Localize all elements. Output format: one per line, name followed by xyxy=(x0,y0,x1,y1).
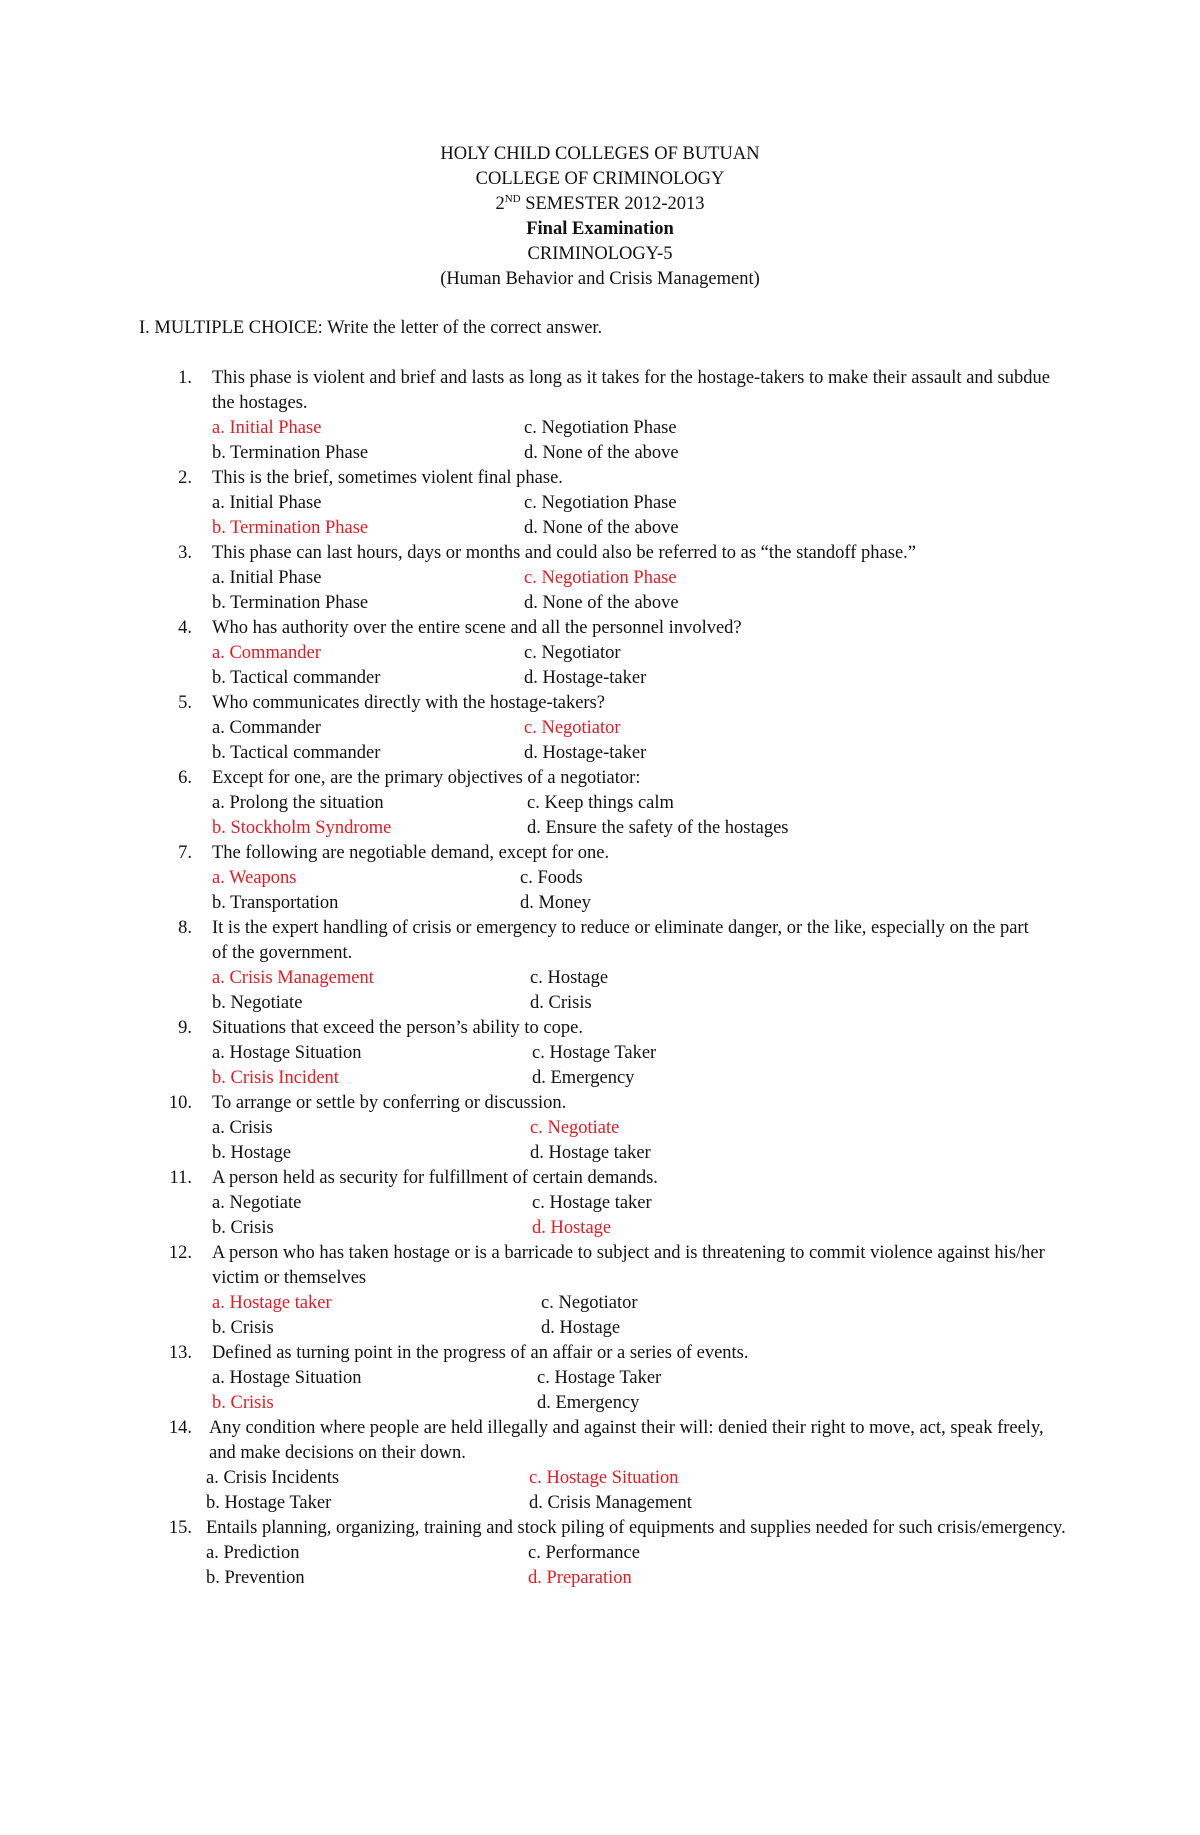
semester-superscript: ND xyxy=(504,193,521,205)
question-number: 15. xyxy=(168,1518,192,1538)
option-a-correct: a. Initial Phase xyxy=(212,418,322,438)
option-c-correct: c. Negotiate xyxy=(530,1118,620,1138)
question-item xyxy=(0,766,1200,841)
question-text: This is the brief, sometimes violent final phase. xyxy=(212,468,563,488)
option-c: c. Performance xyxy=(528,1543,640,1563)
option-a: a. Hostage Situation xyxy=(212,1368,362,1388)
option-row xyxy=(0,816,1200,841)
option-c: c. Hostage taker xyxy=(532,1193,652,1213)
option-a: a. Commander xyxy=(212,718,321,738)
question-item xyxy=(0,541,1200,616)
option-d: d. None of the above xyxy=(524,443,679,463)
option-d: d. Emergency xyxy=(532,1068,635,1088)
question-list xyxy=(0,366,1200,1591)
question-number: 3. xyxy=(178,543,192,563)
option-row xyxy=(0,1141,1200,1166)
option-b: b. Tactical commander xyxy=(212,743,381,763)
semester-line xyxy=(0,192,1200,217)
option-c: c. Negotiation Phase xyxy=(524,418,677,438)
option-row xyxy=(0,666,1200,691)
option-d: d. Ensure the safety of the hostages xyxy=(527,818,789,838)
option-row xyxy=(0,491,1200,516)
option-d: d. Crisis Management xyxy=(529,1493,692,1513)
question-text: Except for one, are the primary objectives of a negotiator: xyxy=(212,768,641,788)
option-b: b. Negotiate xyxy=(212,993,303,1013)
option-row xyxy=(0,866,1200,891)
option-c: c. Negotiation Phase xyxy=(524,493,677,513)
option-c-correct: c. Hostage Situation xyxy=(529,1468,679,1488)
option-d-correct: d. Hostage xyxy=(532,1218,612,1238)
option-d: d. Hostage-taker xyxy=(524,743,647,763)
option-d-correct: d. Preparation xyxy=(528,1568,632,1588)
question-text: This phase is violent and brief and lasts as long as it takes for the hostage-takers to make their assault and subdue the hostages. xyxy=(212,368,1050,413)
question-text: The following are negotiable demand, except for one. xyxy=(212,843,610,863)
option-row xyxy=(0,1391,1200,1416)
option-a: a. Prediction xyxy=(206,1543,300,1563)
question-text: This phase can last hours, days or months and could also be referred to as “the standoff phase.” xyxy=(212,543,916,563)
question-text: Who communicates directly with the hostage-takers? xyxy=(212,693,605,713)
question-item xyxy=(0,1341,1200,1416)
option-row xyxy=(0,1041,1200,1066)
question-text: To arrange or settle by conferring or discussion. xyxy=(212,1093,567,1113)
question-item xyxy=(0,366,1200,466)
option-row xyxy=(0,966,1200,991)
option-b: b. Prevention xyxy=(206,1568,305,1588)
question-number: 6. xyxy=(178,768,192,788)
option-c: c. Hostage xyxy=(530,968,609,988)
option-a: a. Crisis Incidents xyxy=(206,1468,340,1488)
question-text: It is the expert handling of crisis or emergency to reduce or eliminate danger, or the like, especially on the part of the government. xyxy=(212,918,1029,963)
option-a: a. Crisis xyxy=(212,1118,273,1138)
option-b: b. Termination Phase xyxy=(212,443,369,463)
option-row xyxy=(0,1466,1200,1491)
option-row xyxy=(0,1541,1200,1566)
question-number: 7. xyxy=(178,843,192,863)
semester-text: SEMESTER 2012-2013 xyxy=(520,194,705,214)
option-row xyxy=(0,991,1200,1016)
option-a-correct: a. Crisis Management xyxy=(212,968,374,988)
option-row xyxy=(0,441,1200,466)
question-number: 11. xyxy=(169,1168,192,1188)
option-row xyxy=(0,1316,1200,1341)
option-row xyxy=(0,416,1200,441)
question-item xyxy=(0,1416,1200,1516)
question-number: 8. xyxy=(178,918,192,938)
option-d: d. Crisis xyxy=(530,993,592,1013)
option-b: b. Hostage Taker xyxy=(206,1493,332,1513)
option-b: b. Hostage xyxy=(212,1143,292,1163)
option-b-correct: b. Crisis xyxy=(212,1393,274,1413)
semester-ordinal: 2 xyxy=(495,194,505,214)
question-number: 13. xyxy=(168,1343,192,1363)
option-a-correct: a. Commander xyxy=(212,643,321,663)
option-c-correct: c. Negotiation Phase xyxy=(524,568,677,588)
option-c: c. Negotiator xyxy=(524,643,621,663)
question-number: 14. xyxy=(168,1418,192,1438)
option-b-correct: b. Termination Phase xyxy=(212,518,369,538)
option-c: c. Hostage Taker xyxy=(537,1368,662,1388)
option-b: b. Termination Phase xyxy=(212,593,369,613)
option-b: b. Transportation xyxy=(212,893,339,913)
option-row xyxy=(0,1066,1200,1091)
question-number: 10. xyxy=(168,1093,192,1113)
option-a: a. Initial Phase xyxy=(212,568,322,588)
school-name: HOLY CHILD COLLEGES OF BUTUAN xyxy=(440,144,760,164)
question-number: 4. xyxy=(178,618,192,638)
course-code: CRIMINOLOGY-5 xyxy=(527,244,673,264)
option-a: a. Hostage Situation xyxy=(212,1043,362,1063)
option-b: b. Crisis xyxy=(212,1318,274,1338)
option-row xyxy=(0,1216,1200,1241)
option-c-correct: c. Negotiator xyxy=(524,718,621,738)
option-b-correct: b. Crisis Incident xyxy=(212,1068,339,1088)
question-item xyxy=(0,1091,1200,1166)
question-item xyxy=(0,1166,1200,1241)
option-row xyxy=(0,1191,1200,1216)
option-d: d. Money xyxy=(520,893,591,913)
course-subject: (Human Behavior and Crisis Management) xyxy=(440,269,760,289)
college-name: COLLEGE OF CRIMINOLOGY xyxy=(475,169,725,189)
option-d: d. None of the above xyxy=(524,593,679,613)
question-text: Who has authority over the entire scene and all the personnel involved? xyxy=(212,618,742,638)
question-text: Defined as turning point in the progress of an affair or a series of events. xyxy=(212,1343,749,1363)
option-a: a. Initial Phase xyxy=(212,493,322,513)
option-row xyxy=(0,641,1200,666)
question-item xyxy=(0,691,1200,766)
exam-title: Final Examination xyxy=(526,219,674,239)
option-c: c. Negotiator xyxy=(541,1293,638,1313)
option-a: a. Negotiate xyxy=(212,1193,302,1213)
option-c: c. Hostage Taker xyxy=(532,1043,657,1063)
question-item xyxy=(0,1241,1200,1341)
option-d: d. Hostage-taker xyxy=(524,668,647,688)
question-item xyxy=(0,916,1200,1016)
question-text: Entails planning, organizing, training and stock piling of equipments and supplies needed for such crisis/emergency. xyxy=(206,1518,1066,1538)
option-row xyxy=(0,891,1200,916)
option-row xyxy=(0,516,1200,541)
option-row xyxy=(0,1566,1200,1591)
option-d: d. Hostage xyxy=(541,1318,621,1338)
question-number: 2. xyxy=(178,468,192,488)
option-row xyxy=(0,1291,1200,1316)
option-c: c. Keep things calm xyxy=(527,793,674,813)
question-item xyxy=(0,841,1200,916)
option-b: b. Crisis xyxy=(212,1218,274,1238)
option-a-correct: a. Hostage taker xyxy=(212,1293,332,1313)
question-number: 9. xyxy=(178,1018,192,1038)
question-text: Situations that exceed the person’s ability to cope. xyxy=(212,1018,583,1038)
question-number: 5. xyxy=(178,693,192,713)
option-a-correct: a. Weapons xyxy=(212,868,297,888)
option-row xyxy=(0,741,1200,766)
question-text: A person who has taken hostage or is a barricade to subject and is threatening to commit violence against his/her victim or themselves xyxy=(212,1243,1045,1288)
option-row xyxy=(0,1491,1200,1516)
option-a: a. Prolong the situation xyxy=(212,793,384,813)
question-item xyxy=(0,466,1200,541)
option-d: d. Hostage taker xyxy=(530,1143,651,1163)
option-b-correct: b. Stockholm Syndrome xyxy=(212,818,392,838)
question-item xyxy=(0,1516,1200,1591)
option-d: d. None of the above xyxy=(524,518,679,538)
question-number: 12. xyxy=(168,1243,192,1263)
question-item xyxy=(0,616,1200,691)
option-row xyxy=(0,1116,1200,1141)
section-title: I. MULTIPLE CHOICE: Write the letter of the correct answer. xyxy=(139,318,603,338)
question-number: 1. xyxy=(178,368,192,388)
option-c: c. Foods xyxy=(520,868,583,888)
option-row xyxy=(0,791,1200,816)
exam-header xyxy=(0,142,1200,292)
option-row xyxy=(0,716,1200,741)
option-d: d. Emergency xyxy=(537,1393,640,1413)
question-text: Any condition where people are held illegally and against their will: denied their right to move, act, speak freely, and make decisions on their down. xyxy=(209,1418,1044,1463)
option-b: b. Tactical commander xyxy=(212,668,381,688)
option-row xyxy=(0,566,1200,591)
question-item xyxy=(0,1016,1200,1091)
question-text: A person held as security for fulfillment of certain demands. xyxy=(212,1168,658,1188)
option-row xyxy=(0,591,1200,616)
option-row xyxy=(0,1366,1200,1391)
